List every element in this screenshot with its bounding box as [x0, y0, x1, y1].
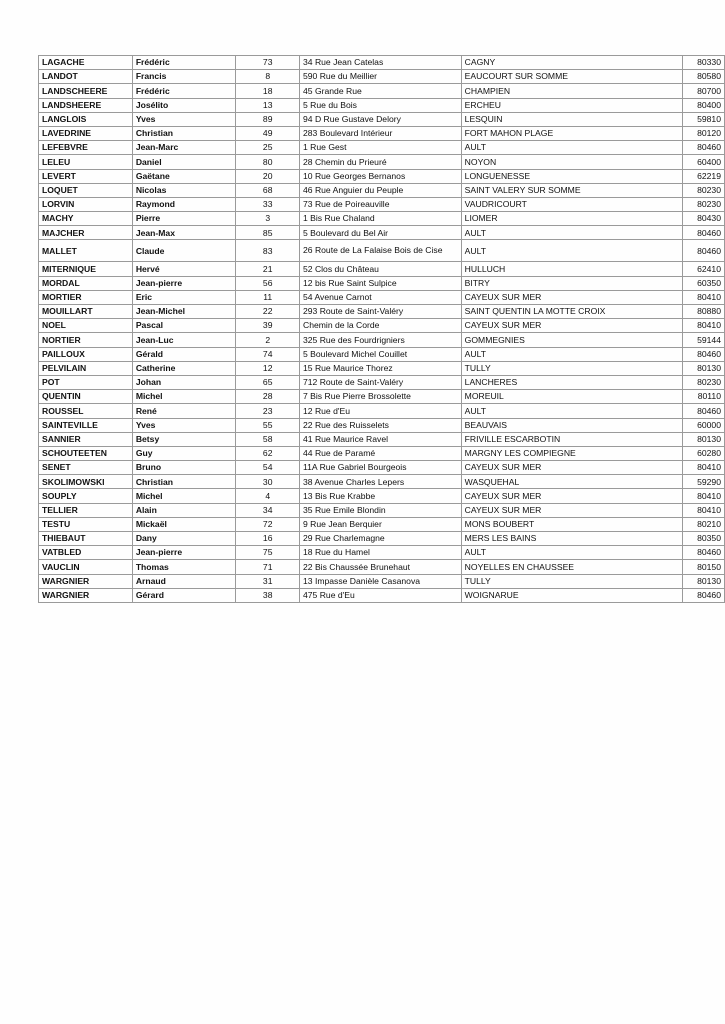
city-cell: AULT: [461, 404, 682, 418]
postal-code-cell: 80150: [683, 560, 725, 574]
city-cell: CAYEUX SUR MER: [461, 503, 682, 517]
number-cell: 8: [236, 70, 300, 84]
table-row: [39, 70, 725, 84]
address-cell: 44 Rue de Paramé: [300, 446, 462, 460]
table-row: [39, 112, 725, 126]
first-name-cell: Claude: [132, 240, 236, 262]
number-cell: 68: [236, 183, 300, 197]
city-cell: LONGUENESSE: [461, 169, 682, 183]
postal-code-cell: 80350: [683, 532, 725, 546]
number-cell: 22: [236, 305, 300, 319]
postal-code-cell: 60400: [683, 155, 725, 169]
address-cell: 12 bis Rue Saint Sulpice: [300, 276, 462, 290]
table-row: [39, 169, 725, 183]
first-name-cell: Johan: [132, 375, 236, 389]
postal-code-cell: 80460: [683, 588, 725, 602]
postal-code-cell: 62410: [683, 262, 725, 276]
city-cell: NOYELLES EN CHAUSSEE: [461, 560, 682, 574]
last-name-cell: SKOLIMOWSKI: [39, 475, 133, 489]
city-cell: FORT MAHON PLAGE: [461, 126, 682, 140]
number-cell: 30: [236, 475, 300, 489]
table-row: [39, 347, 725, 361]
city-cell: AULT: [461, 226, 682, 240]
city-cell: CAYEUX SUR MER: [461, 319, 682, 333]
number-cell: 38: [236, 588, 300, 602]
table-row: [39, 276, 725, 290]
first-name-cell: Jean-Luc: [132, 333, 236, 347]
last-name-cell: MALLET: [39, 240, 133, 262]
last-name-cell: MITERNIQUE: [39, 262, 133, 276]
last-name-cell: NORTIER: [39, 333, 133, 347]
address-cell: 293 Route de Saint-Valéry: [300, 305, 462, 319]
city-cell: SAINT QUENTIN LA MOTTE CROIX: [461, 305, 682, 319]
postal-code-cell: 59290: [683, 475, 725, 489]
number-cell: 39: [236, 319, 300, 333]
city-cell: MOREUIL: [461, 390, 682, 404]
first-name-cell: Michel: [132, 489, 236, 503]
member-table: [38, 55, 725, 603]
table-row: [39, 183, 725, 197]
address-cell: 94 D Rue Gustave Delory: [300, 112, 462, 126]
address-cell: 34 Rue Jean Catelas: [300, 56, 462, 70]
address-cell: 38 Avenue Charles Lepers: [300, 475, 462, 489]
first-name-cell: Nicolas: [132, 183, 236, 197]
first-name-cell: Hervé: [132, 262, 236, 276]
last-name-cell: LANDSCHEERE: [39, 84, 133, 98]
table-row: [39, 84, 725, 98]
city-cell: MERS LES BAINS: [461, 532, 682, 546]
first-name-cell: Bruno: [132, 461, 236, 475]
number-cell: 85: [236, 226, 300, 240]
address-cell: 5 Boulevard du Bel Air: [300, 226, 462, 240]
postal-code-cell: 80230: [683, 183, 725, 197]
first-name-cell: Christian: [132, 475, 236, 489]
postal-code-cell: 80410: [683, 290, 725, 304]
first-name-cell: Dany: [132, 532, 236, 546]
last-name-cell: WARGNIER: [39, 588, 133, 602]
table-row: [39, 375, 725, 389]
city-cell: CHAMPIEN: [461, 84, 682, 98]
table-row: [39, 503, 725, 517]
last-name-cell: LAVEDRINE: [39, 126, 133, 140]
first-name-cell: Guy: [132, 446, 236, 460]
city-cell: NOYON: [461, 155, 682, 169]
address-cell: 13 Impasse Danièle Casanova: [300, 574, 462, 588]
first-name-cell: Yves: [132, 418, 236, 432]
city-cell: AULT: [461, 240, 682, 262]
number-cell: 54: [236, 461, 300, 475]
table-row: [39, 240, 725, 262]
table-row: [39, 574, 725, 588]
city-cell: AULT: [461, 141, 682, 155]
table-row: [39, 446, 725, 460]
number-cell: 73: [236, 56, 300, 70]
address-cell: 73 Rue de Poireauville: [300, 197, 462, 211]
number-cell: 58: [236, 432, 300, 446]
last-name-cell: NOEL: [39, 319, 133, 333]
first-name-cell: Francis: [132, 70, 236, 84]
first-name-cell: Michel: [132, 390, 236, 404]
first-name-cell: Gérard: [132, 588, 236, 602]
postal-code-cell: 80120: [683, 126, 725, 140]
number-cell: 3: [236, 212, 300, 226]
postal-code-cell: 60000: [683, 418, 725, 432]
last-name-cell: LEVERT: [39, 169, 133, 183]
first-name-cell: Yves: [132, 112, 236, 126]
postal-code-cell: 80460: [683, 347, 725, 361]
table-row: [39, 390, 725, 404]
city-cell: AULT: [461, 546, 682, 560]
postal-code-cell: 80110: [683, 390, 725, 404]
postal-code-cell: 80410: [683, 489, 725, 503]
postal-code-cell: 80580: [683, 70, 725, 84]
number-cell: 23: [236, 404, 300, 418]
number-cell: 31: [236, 574, 300, 588]
first-name-cell: Catherine: [132, 361, 236, 375]
last-name-cell: LEFEBVRE: [39, 141, 133, 155]
last-name-cell: TESTU: [39, 517, 133, 531]
table-row: [39, 226, 725, 240]
table-row: [39, 319, 725, 333]
number-cell: 13: [236, 98, 300, 112]
first-name-cell: Mickaël: [132, 517, 236, 531]
table-row: [39, 290, 725, 304]
postal-code-cell: 80430: [683, 212, 725, 226]
address-cell: 475 Rue d'Eu: [300, 588, 462, 602]
last-name-cell: SENET: [39, 461, 133, 475]
last-name-cell: SOUPLY: [39, 489, 133, 503]
address-cell: 15 Rue Maurice Thorez: [300, 361, 462, 375]
first-name-cell: Jean-Marc: [132, 141, 236, 155]
postal-code-cell: 80460: [683, 240, 725, 262]
number-cell: 56: [236, 276, 300, 290]
number-cell: 4: [236, 489, 300, 503]
table-row: [39, 560, 725, 574]
address-cell: 35 Rue Emile Blondin: [300, 503, 462, 517]
last-name-cell: MAJCHER: [39, 226, 133, 240]
table-row: [39, 56, 725, 70]
number-cell: 11: [236, 290, 300, 304]
last-name-cell: THIEBAUT: [39, 532, 133, 546]
last-name-cell: SCHOUTEETEN: [39, 446, 133, 460]
postal-code-cell: 80230: [683, 375, 725, 389]
city-cell: WASQUEHAL: [461, 475, 682, 489]
number-cell: 62: [236, 446, 300, 460]
table-row: [39, 461, 725, 475]
city-cell: BITRY: [461, 276, 682, 290]
first-name-cell: René: [132, 404, 236, 418]
city-cell: CAGNY: [461, 56, 682, 70]
address-cell: Chemin de la Corde: [300, 319, 462, 333]
last-name-cell: LANGLOIS: [39, 112, 133, 126]
number-cell: 18: [236, 84, 300, 98]
last-name-cell: VATBLED: [39, 546, 133, 560]
number-cell: 75: [236, 546, 300, 560]
last-name-cell: MORTIER: [39, 290, 133, 304]
address-cell: 7 Bis Rue Pierre Brossolette: [300, 390, 462, 404]
table-row: [39, 155, 725, 169]
address-cell: 18 Rue du Hamel: [300, 546, 462, 560]
postal-code-cell: 60350: [683, 276, 725, 290]
address-cell: 1 Rue Gest: [300, 141, 462, 155]
last-name-cell: VAUCLIN: [39, 560, 133, 574]
address-cell: 5 Boulevard Michel Couillet: [300, 347, 462, 361]
city-cell: TULLY: [461, 574, 682, 588]
city-cell: BEAUVAIS: [461, 418, 682, 432]
number-cell: 55: [236, 418, 300, 432]
city-cell: AULT: [461, 347, 682, 361]
table-row: [39, 404, 725, 418]
number-cell: 34: [236, 503, 300, 517]
address-cell: 11A Rue Gabriel Bourgeois: [300, 461, 462, 475]
last-name-cell: LANDSHEERE: [39, 98, 133, 112]
address-cell: 22 Bis Chaussée Brunehaut: [300, 560, 462, 574]
postal-code-cell: 80880: [683, 305, 725, 319]
city-cell: CAYEUX SUR MER: [461, 290, 682, 304]
number-cell: 65: [236, 375, 300, 389]
address-cell: 1 Bis Rue Chaland: [300, 212, 462, 226]
number-cell: 83: [236, 240, 300, 262]
city-cell: SAINT VALERY SUR SOMME: [461, 183, 682, 197]
last-name-cell: LORVIN: [39, 197, 133, 211]
city-cell: VAUDRICOURT: [461, 197, 682, 211]
first-name-cell: Christian: [132, 126, 236, 140]
address-cell: 28 Chemin du Prieuré: [300, 155, 462, 169]
first-name-cell: Thomas: [132, 560, 236, 574]
address-cell: 12 Rue d'Eu: [300, 404, 462, 418]
postal-code-cell: 80410: [683, 503, 725, 517]
table-row: [39, 588, 725, 602]
number-cell: 21: [236, 262, 300, 276]
postal-code-cell: 80130: [683, 432, 725, 446]
first-name-cell: Jean-Michel: [132, 305, 236, 319]
table-row: [39, 475, 725, 489]
number-cell: 71: [236, 560, 300, 574]
postal-code-cell: 59810: [683, 112, 725, 126]
address-cell: 41 Rue Maurice Ravel: [300, 432, 462, 446]
first-name-cell: Jean-pierre: [132, 546, 236, 560]
city-cell: FRIVILLE ESCARBOTIN: [461, 432, 682, 446]
postal-code-cell: 80460: [683, 546, 725, 560]
first-name-cell: Daniel: [132, 155, 236, 169]
postal-code-cell: 62219: [683, 169, 725, 183]
first-name-cell: Alain: [132, 503, 236, 517]
last-name-cell: LAGACHE: [39, 56, 133, 70]
last-name-cell: POT: [39, 375, 133, 389]
last-name-cell: TELLIER: [39, 503, 133, 517]
postal-code-cell: 80460: [683, 141, 725, 155]
city-cell: CAYEUX SUR MER: [461, 461, 682, 475]
city-cell: WOIGNARUE: [461, 588, 682, 602]
postal-code-cell: 80230: [683, 197, 725, 211]
postal-code-cell: 80700: [683, 84, 725, 98]
first-name-cell: Betsy: [132, 432, 236, 446]
table-row: [39, 197, 725, 211]
number-cell: 49: [236, 126, 300, 140]
postal-code-cell: 80460: [683, 404, 725, 418]
city-cell: LESQUIN: [461, 112, 682, 126]
number-cell: 12: [236, 361, 300, 375]
table-row: [39, 432, 725, 446]
last-name-cell: SANNIER: [39, 432, 133, 446]
table-row: [39, 517, 725, 531]
postal-code-cell: 59144: [683, 333, 725, 347]
address-cell: 22 Rue des Ruisselets: [300, 418, 462, 432]
city-cell: ERCHEU: [461, 98, 682, 112]
table-row: [39, 141, 725, 155]
first-name-cell: Josélito: [132, 98, 236, 112]
postal-code-cell: 80210: [683, 517, 725, 531]
table-row: [39, 305, 725, 319]
table-row: [39, 418, 725, 432]
last-name-cell: MACHY: [39, 212, 133, 226]
address-cell: 46 Rue Anguier du Peuple: [300, 183, 462, 197]
table-row: [39, 532, 725, 546]
table-row: [39, 126, 725, 140]
last-name-cell: LANDOT: [39, 70, 133, 84]
last-name-cell: WARGNIER: [39, 574, 133, 588]
postal-code-cell: 60280: [683, 446, 725, 460]
last-name-cell: LOQUET: [39, 183, 133, 197]
address-cell: 590 Rue du Meillier: [300, 70, 462, 84]
postal-code-cell: 80330: [683, 56, 725, 70]
first-name-cell: Gérald: [132, 347, 236, 361]
city-cell: MARGNY LES COMPIEGNE: [461, 446, 682, 460]
last-name-cell: MORDAL: [39, 276, 133, 290]
last-name-cell: MOUILLART: [39, 305, 133, 319]
first-name-cell: Gaëtane: [132, 169, 236, 183]
address-cell: 283 Boulevard Intérieur: [300, 126, 462, 140]
address-cell: 9 Rue Jean Berquier: [300, 517, 462, 531]
first-name-cell: Pascal: [132, 319, 236, 333]
first-name-cell: Jean-Max: [132, 226, 236, 240]
city-cell: MONS BOUBERT: [461, 517, 682, 531]
postal-code-cell: 80410: [683, 319, 725, 333]
number-cell: 74: [236, 347, 300, 361]
address-cell: 54 Avenue Carnot: [300, 290, 462, 304]
first-name-cell: Frédéric: [132, 84, 236, 98]
city-cell: LANCHERES: [461, 375, 682, 389]
postal-code-cell: 80400: [683, 98, 725, 112]
address-cell: 45 Grande Rue: [300, 84, 462, 98]
member-table-body: [39, 56, 725, 603]
postal-code-cell: 80460: [683, 226, 725, 240]
number-cell: 25: [236, 141, 300, 155]
city-cell: GOMMEGNIES: [461, 333, 682, 347]
number-cell: 20: [236, 169, 300, 183]
city-cell: EAUCOURT SUR SOMME: [461, 70, 682, 84]
address-cell: 712 Route de Saint-Valéry: [300, 375, 462, 389]
city-cell: LIOMER: [461, 212, 682, 226]
address-cell: 29 Rue Charlemagne: [300, 532, 462, 546]
table-row: [39, 262, 725, 276]
number-cell: 80: [236, 155, 300, 169]
last-name-cell: PAILLOUX: [39, 347, 133, 361]
address-cell: 5 Rue du Bois: [300, 98, 462, 112]
number-cell: 89: [236, 112, 300, 126]
postal-code-cell: 80130: [683, 574, 725, 588]
first-name-cell: Jean-pierre: [132, 276, 236, 290]
city-cell: TULLY: [461, 361, 682, 375]
address-cell: 26 Route de La Falaise Bois de Cise: [300, 240, 462, 262]
last-name-cell: ROUSSEL: [39, 404, 133, 418]
address-cell: 52 Clos du Château: [300, 262, 462, 276]
number-cell: 2: [236, 333, 300, 347]
postal-code-cell: 80130: [683, 361, 725, 375]
table-row: [39, 361, 725, 375]
table-row: [39, 546, 725, 560]
number-cell: 33: [236, 197, 300, 211]
postal-code-cell: 80410: [683, 461, 725, 475]
city-cell: CAYEUX SUR MER: [461, 489, 682, 503]
address-cell: 10 Rue Georges Bernanos: [300, 169, 462, 183]
last-name-cell: SAINTEVILLE: [39, 418, 133, 432]
number-cell: 28: [236, 390, 300, 404]
last-name-cell: QUENTIN: [39, 390, 133, 404]
first-name-cell: Eric: [132, 290, 236, 304]
table-row: [39, 333, 725, 347]
table-row: [39, 98, 725, 112]
last-name-cell: LELEU: [39, 155, 133, 169]
first-name-cell: Raymond: [132, 197, 236, 211]
last-name-cell: PELVILAIN: [39, 361, 133, 375]
address-cell: 325 Rue des Fourdrigniers: [300, 333, 462, 347]
address-cell: 13 Bis Rue Krabbe: [300, 489, 462, 503]
first-name-cell: Pierre: [132, 212, 236, 226]
first-name-cell: Frédéric: [132, 56, 236, 70]
city-cell: HULLUCH: [461, 262, 682, 276]
first-name-cell: Arnaud: [132, 574, 236, 588]
number-cell: 72: [236, 517, 300, 531]
table-row: [39, 212, 725, 226]
number-cell: 16: [236, 532, 300, 546]
table-row: [39, 489, 725, 503]
